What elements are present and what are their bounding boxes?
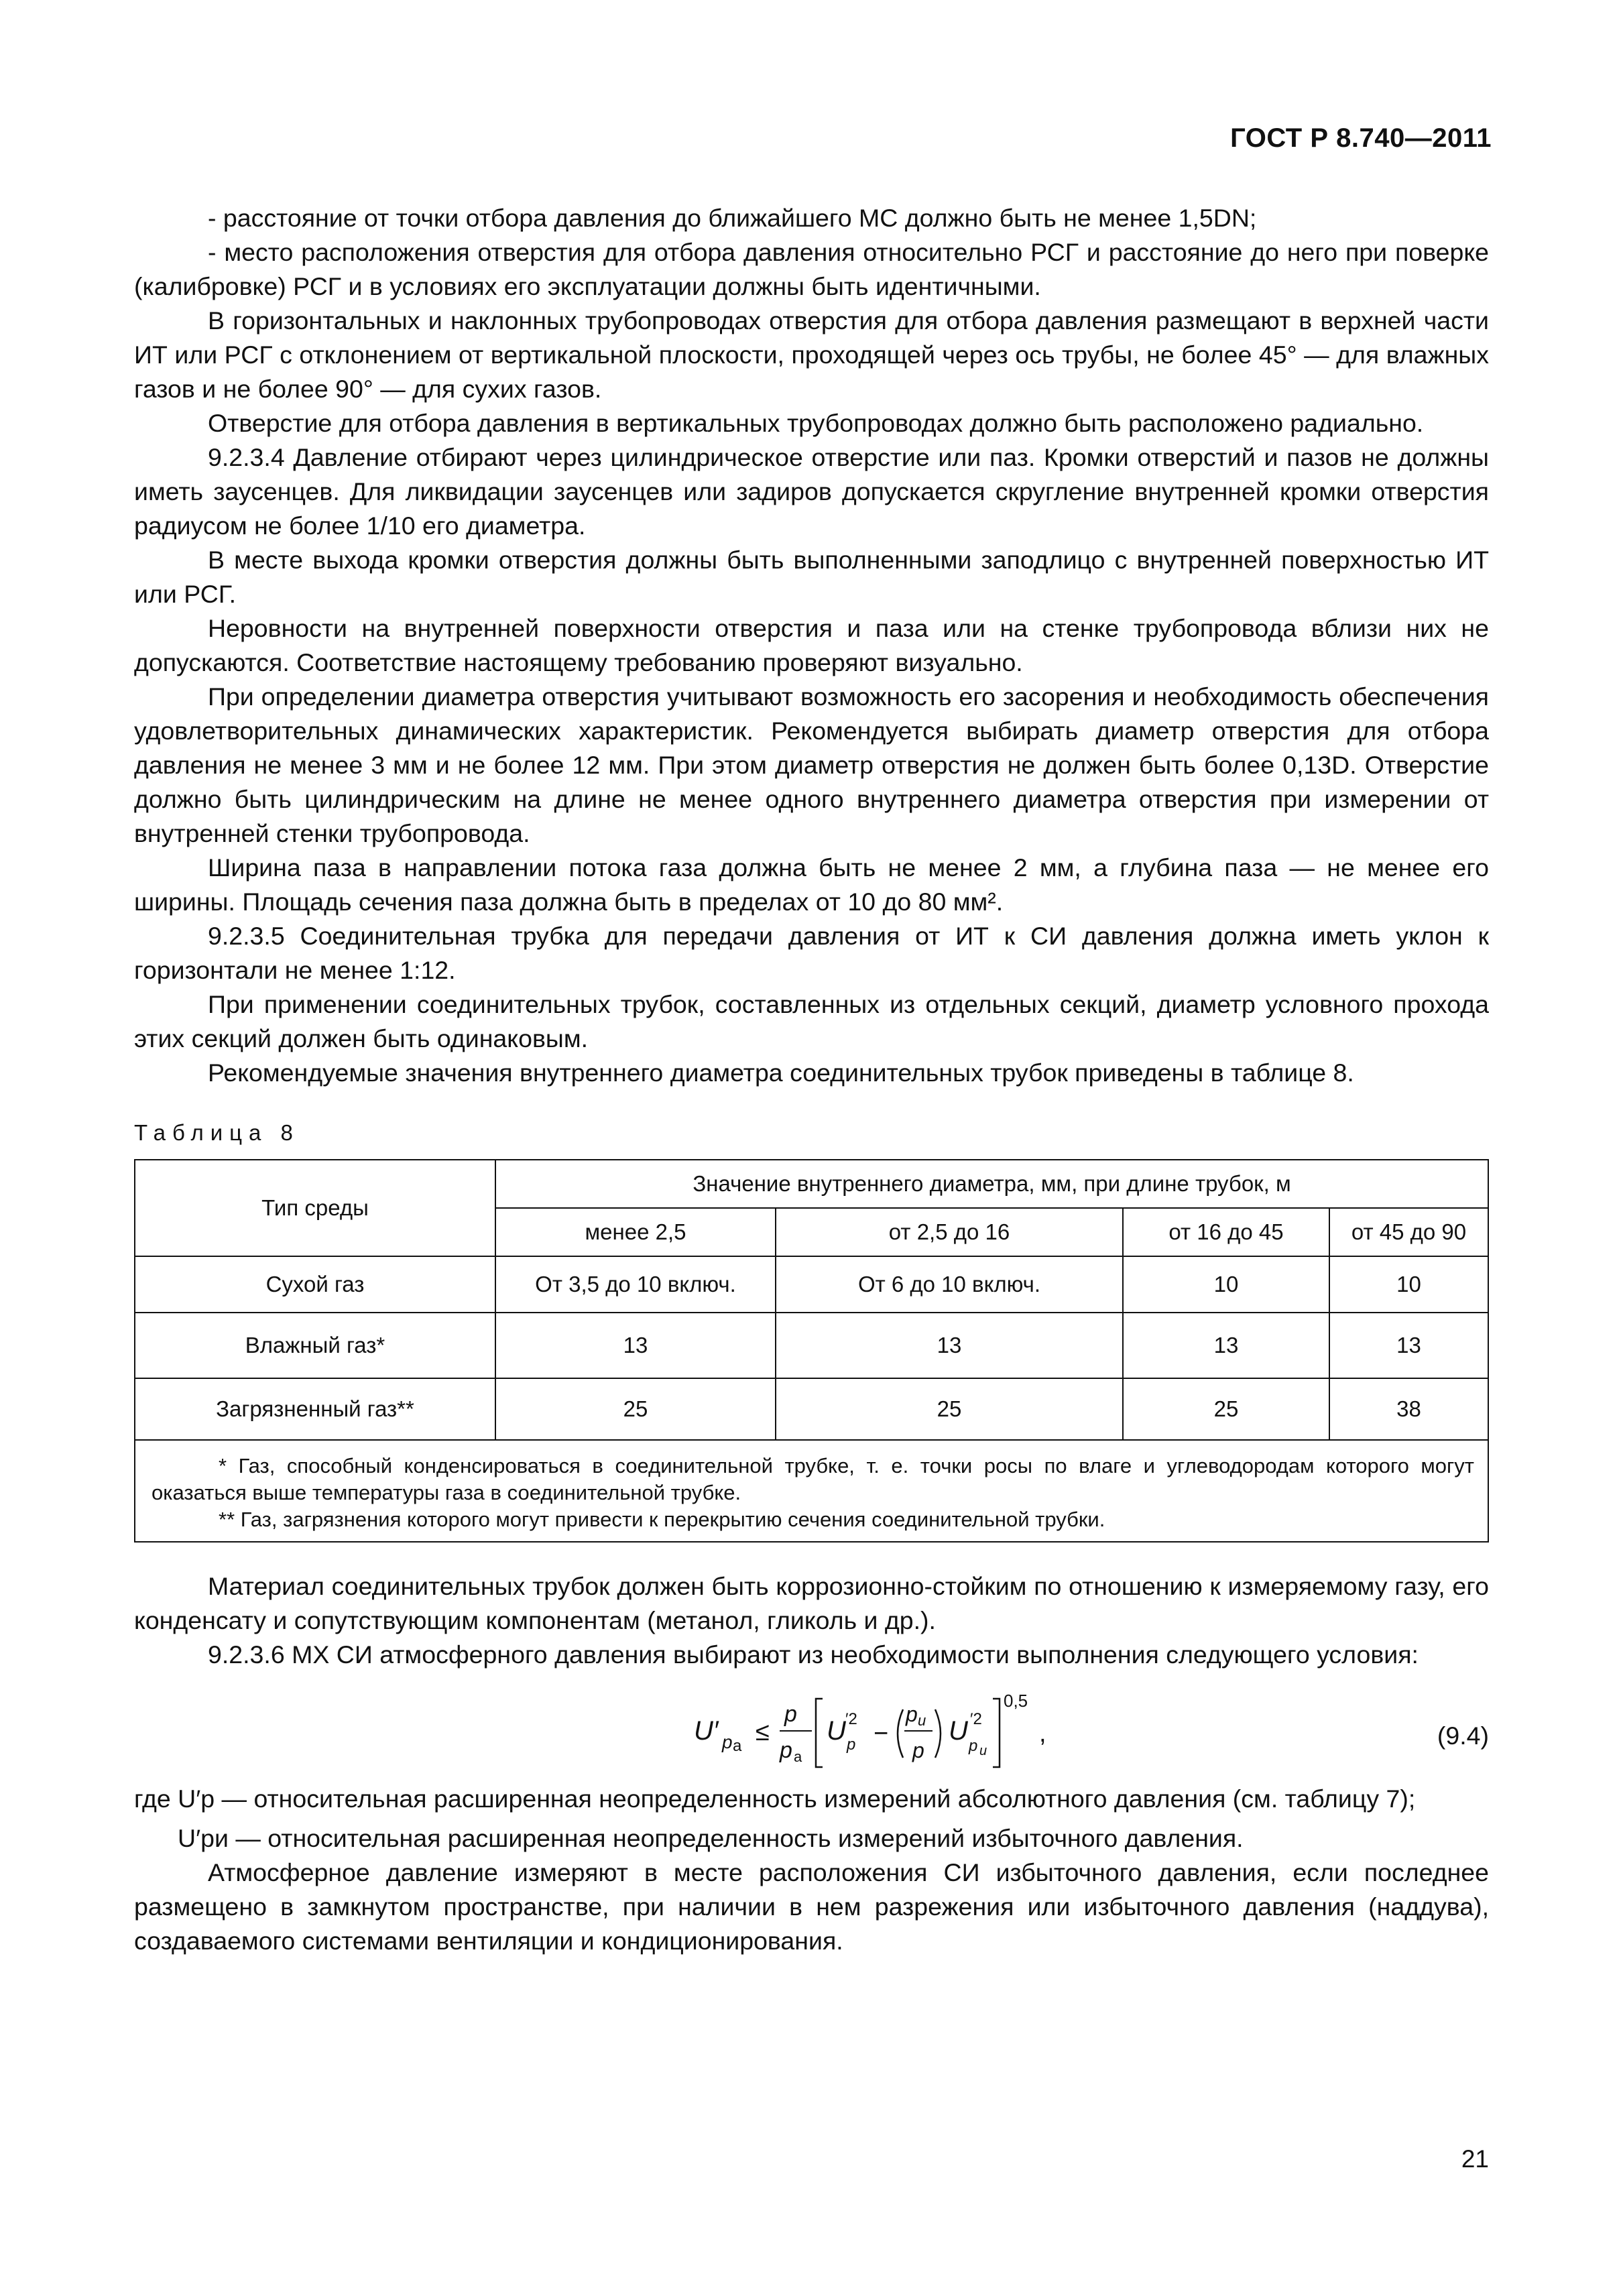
svg-text:p: p xyxy=(969,1737,978,1755)
value-cell: От 3,5 до 10 включ. xyxy=(495,1256,776,1313)
subheader-cell: от 2,5 до 16 xyxy=(776,1208,1123,1256)
paragraph: - место расположения отверстия для отбора давления относительно РСГ и расстояние до него при поверке (калибровке) РСГ и в условиях его эксплуатации должны быть идентичными. xyxy=(134,238,1489,300)
paragraph: Материал соединительных трубок должен быть коррозионно-стойким по отношению к измеряемому газу, его конденсату и сопутствующим компонентам (метанол, гликоль и др.). xyxy=(134,1572,1489,1634)
table-row xyxy=(135,1313,1488,1378)
table-notes xyxy=(135,1440,1488,1542)
svg-text:p: p xyxy=(784,1701,797,1727)
svg-text:′2: ′2 xyxy=(970,1710,982,1728)
value-cell: 13 xyxy=(776,1313,1123,1378)
svg-text:и: и xyxy=(979,1744,987,1758)
formula-row xyxy=(134,1689,1489,1776)
header-group: Значение внутреннего диаметра, мм, при длине трубок, м xyxy=(495,1160,1488,1208)
svg-text:≤: ≤ xyxy=(756,1718,770,1746)
paragraph: 9.2.3.4 Давление отбирают через цилиндрическое отверстие или паз. Кромки отверстий и пазов не должны иметь заусенцев. Для ликвидации заусенцев или задиров допускается скругление внутренней кромки отверстия радиусом не более 1/10 его диаметра. xyxy=(134,443,1489,540)
value-cell: 10 xyxy=(1123,1256,1329,1313)
medium-cell: Влажный газ* xyxy=(135,1313,495,1378)
svg-text:0,5: 0,5 xyxy=(1004,1691,1028,1711)
paragraph: В горизонтальных и наклонных трубопроводах отверстия для отбора давления размещают в верхней части ИТ или РСГ с отклонением от вертикальной плоскости, проходящей через ось трубы, не более 45° — для влажных газов и не более 90° — для сухих газов. xyxy=(134,306,1489,403)
table-note: * Газ, способный конденсироваться в соединительной трубке, т. е. точки росы по влаге и углеводородам которого могут оказаться выше температуры газа в соединительной трубке. xyxy=(152,1454,1474,1504)
subheader-cell: менее 2,5 xyxy=(495,1208,776,1256)
paragraph: Отверстие для отбора давления в вертикальных трубопроводах должно быть расположено радиально. xyxy=(208,409,1424,437)
value-cell: 10 xyxy=(1329,1256,1488,1313)
paragraph: Ширина паза в направлении потока газа должна быть не менее 2 мм, а глубина паза — не менее его ширины. Площадь сечения паза должна быть в пределах от 10 до 80 мм². xyxy=(134,853,1489,916)
paragraph: В месте выхода кромки отверстия должны быть выполненными заподлицо с внутренней поверхностью ИТ или РСГ. xyxy=(134,546,1489,608)
svg-text:U′: U′ xyxy=(694,1716,719,1746)
value-cell: 13 xyxy=(1123,1313,1329,1378)
paragraph: 9.2.3.6 МХ СИ атмосферного давления выбирают из необходимости выполнения следующего условия: xyxy=(208,1640,1419,1669)
value-cell: 13 xyxy=(1329,1313,1488,1378)
definition-line: U′pи — относительная расширенная неопределенность измерений избыточного давления. xyxy=(178,1824,1244,1852)
paragraph: Атмосферное давление измеряют в месте расположения СИ избыточного давления, если последнее размещено в замкнутом пространстве, при наличии в нем разрежения или избыточного давления (наддува), создаваемого системами вентиляции и кондиционирования. xyxy=(134,1858,1489,1955)
table-row xyxy=(135,1256,1488,1313)
page-number: 21 xyxy=(1461,2145,1489,2173)
svg-text:p: p xyxy=(906,1702,918,1726)
svg-text:U: U xyxy=(827,1716,846,1746)
medium-cell: Загрязненный газ** xyxy=(135,1378,495,1440)
paragraph: Неровности на внутренней поверхности отверстия и паза или на стенке трубопровода вблизи них не допускаются. Соответствие настоящему требованию проверяют визуально. xyxy=(134,614,1489,676)
svg-text:p: p xyxy=(780,1738,792,1763)
value-cell: 25 xyxy=(776,1378,1123,1440)
table-header-row xyxy=(135,1160,1488,1208)
paragraph: Рекомендуемые значения внутреннего диаметра соединительных трубок приведены в таблице 8. xyxy=(208,1059,1354,1087)
value-cell: 13 xyxy=(495,1313,776,1378)
data-table xyxy=(134,1159,1489,1543)
svg-text:p: p xyxy=(847,1736,856,1754)
svg-text:a: a xyxy=(733,1737,742,1755)
paragraph: 9.2.3.5 Соединительная трубка для передачи давления от ИТ к СИ давления должна иметь уклон к горизонтали не менее 1:12. xyxy=(134,922,1489,984)
definition-line: где U′p — относительная расширенная неопределенность измерений абсолютного давления (см. таблицу 7); xyxy=(134,1785,1416,1813)
subheader-cell: от 45 до 90 xyxy=(1329,1208,1488,1256)
document-header: ГОСТ Р 8.740—2011 xyxy=(1230,123,1492,153)
header-medium: Тип среды xyxy=(135,1160,495,1256)
svg-text:U: U xyxy=(949,1716,968,1746)
svg-text:′2: ′2 xyxy=(845,1710,857,1728)
value-cell: 25 xyxy=(1123,1378,1329,1440)
formula-9-4 xyxy=(694,1689,1297,1776)
formula-number: (9.4) xyxy=(1437,1721,1489,1750)
paragraph: При определении диаметра отверстия учитывают возможность его засорения и необходимость обеспечения удовлетворительных динамических характеристик. Рекомендуется выбирать диаметр отверстия для отбора давления не менее 3 мм и не более 12 мм. При этом диаметр отверстия не должен быть более 0,13D. Отверстие должно быть цилиндрическим на длине не менее одного внутреннего диаметра отверстия при измерении от внутренней стенки трубопровода. xyxy=(134,682,1489,847)
value-cell: От 6 до 10 включ. xyxy=(776,1256,1123,1313)
table-notes-row xyxy=(135,1440,1488,1542)
value-cell: 25 xyxy=(495,1378,776,1440)
svg-text:a: a xyxy=(794,1748,802,1765)
table-caption: Таблица 8 xyxy=(134,1120,300,1145)
svg-text:−: − xyxy=(874,1719,889,1748)
value-cell: 38 xyxy=(1329,1378,1488,1440)
paragraph: При применении соединительных трубок, составленных из отдельных секций, диаметр условного прохода этих секций должен быть одинаковым. xyxy=(134,990,1489,1052)
subheader-cell: от 16 до 45 xyxy=(1123,1208,1329,1256)
table-note: ** Газ, загрязнения которого могут привести к перекрытию сечения соединительной трубки. xyxy=(219,1508,1105,1531)
svg-text:и: и xyxy=(918,1712,926,1729)
svg-text:p: p xyxy=(722,1732,733,1752)
table-row xyxy=(135,1378,1488,1440)
svg-text:p: p xyxy=(912,1738,924,1762)
svg-text:,: , xyxy=(1039,1719,1046,1748)
paragraph: - расстояние от точки отбора давления до ближайшего МС должно быть не менее 1,5DN; xyxy=(208,204,1257,232)
medium-cell: Сухой газ xyxy=(135,1256,495,1313)
document-body xyxy=(134,201,1489,1958)
